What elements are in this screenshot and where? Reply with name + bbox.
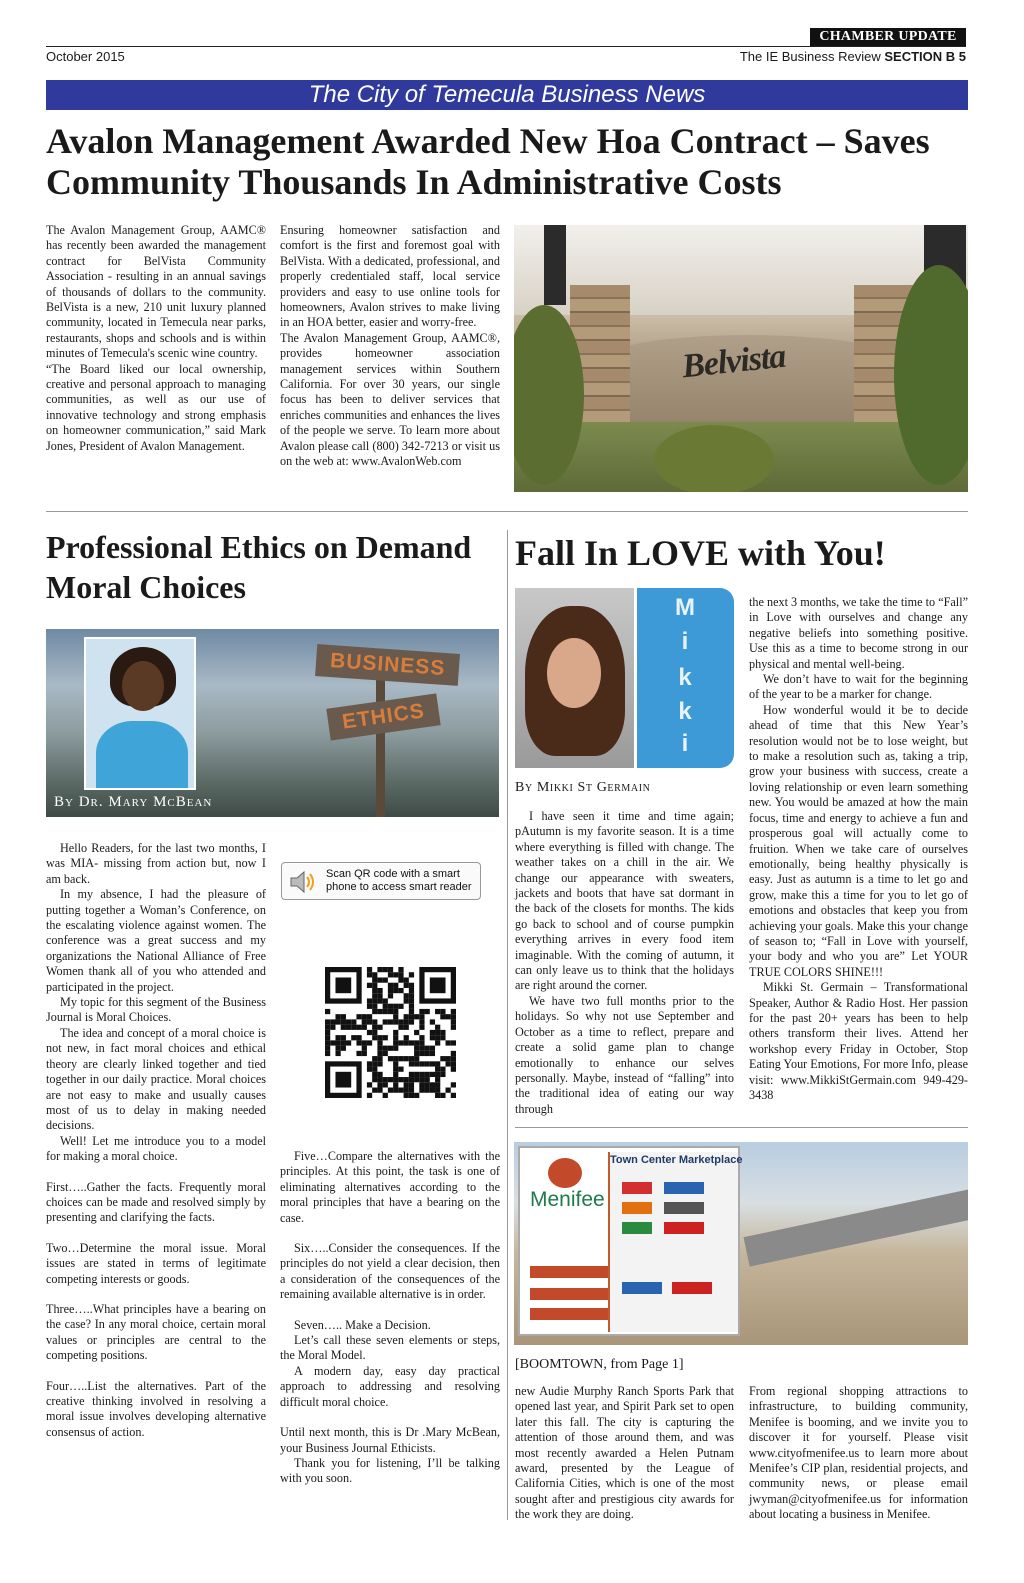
ethics-byline <box>54 794 212 811</box>
paragraph: Well! Let me introduce you to a model for making a moral choice. <box>46 1133 266 1164</box>
paragraph: new Audie Murphy Ranch Sports Park that opened last year, and Spirit Park set to open later this fall. The city is capturing the attention of those around them, and was most recently awarded a Helen Putnam award, presented by the League of California Cities, which is one of the most sought after and prestigious city awards for the work they are doing. <box>515 1384 734 1522</box>
paragraph: Four…..List the alternatives. Part of the creative thinking involved in resolving a moral issue involves developing alternative consensus of action. <box>46 1378 266 1439</box>
qr-code-icon[interactable] <box>325 967 456 1098</box>
paragraph: From regional shopping attractions to infrastructure, to building community, Menifee is booming, and we invite you to discover it for yourself. Please visit www.cityofmenifee.us to learn more about Menifee’s CIP plan, residential projects, and community news, or please email jwyman@cityofmenifee.us for information about locating a business in Menifee. <box>749 1384 968 1522</box>
section-divider <box>515 1127 968 1128</box>
band-letter: k <box>678 664 692 691</box>
love-column-1 <box>515 809 734 1117</box>
qr-instruction-text: Scan QR code with a smart phone to access smart reader <box>326 868 472 893</box>
ethics-column-2 <box>280 1149 500 1487</box>
publication-name: The IE Business Review <box>739 49 881 64</box>
byline-name: Mary McBean <box>108 794 213 810</box>
love-byline <box>515 780 650 796</box>
love-headline: Fall In LOVE with You! <box>515 533 886 573</box>
jump-line: [BOOMTOWN, from Page 1] <box>515 1357 684 1372</box>
ethics-headline: Professional Ethics on Demand Moral Choices <box>46 529 472 605</box>
paragraph: Mikki St. Germain – Transformational Speaker, Author & Radio Host. Her passion for the past 20+ years has been to help others transform their lives. Attend her workshop every Friday in October, Stop Eating Your Emotions, For more Info, please visit: www.MikkiStGermain.com 949-429-3438 <box>749 980 969 1102</box>
chamber-update-tag: CHAMBER UPDATE <box>810 28 966 46</box>
paragraph: the next 3 months, we take the time to “Fall” in Love with ourselves and change any negative beliefs into something positive. Use this as a time to become strong in our physical and mental well-being. <box>749 595 968 671</box>
byline-prefix: By <box>515 780 533 795</box>
band-letter: i <box>681 628 689 655</box>
paragraph: How wonderful would it be to decide ahead of time that this New Year’s resolution would not be to lose weight, but to make a resolution such as, taking a trip, grow your business with success, create a loving relationship or even learn something new. You would be amazed at how the main focus, time and energy to achieve a fun and prosperous goal will actually come to fruition. When we take care of ourselves emotionally, being healthy physically is easy. Just as autumn is a time to let go and grow, make this a time for you to let go of emotions and obstacles that keep you from achieving your goals. Make this your change of season to; “Fall in Love with yourself, your body and who you are” Let YOUR TRUE COLORS SHINE!!! <box>749 702 968 979</box>
column-divider <box>507 530 508 1520</box>
band-letter: k <box>678 698 692 725</box>
menifee-logo: Menifee <box>530 1188 605 1211</box>
paragraph: We have two full months prior to the holidays. So why not use September and October as a time to reflect, prepare and create a solid game plan to change emotionally to enhance our selves personally. Maybe, instead of “falling” into the traditional idea of eating our way through <box>515 993 734 1116</box>
speaker-icon <box>288 869 314 895</box>
avalon-column-2 <box>280 223 500 470</box>
paragraph: Let’s call these seven elements or steps, the Moral Model. <box>280 1333 500 1363</box>
paragraph: “The Board liked our local ownership, creative and personal approach to managing communities, as well as our use of innovative technology and strong emphasis on homeowner communication,” said Mark Jones, President of Avalon Management. <box>46 361 266 453</box>
paragraph: In my absence, I had the pleasure of putting together a Woman’s Conference, on the escalating violence against women. The conference was a great success and my organizations the National Alliance of Free Women thank all of you who attended and participated in the project. <box>46 887 266 994</box>
byline-prefix: By Dr. <box>54 794 104 810</box>
paragraph: Six…..Consider the consequences. If the principles do not yield a clear decision, then a consideration of the consequences of the remaining available alternative is in order. <box>280 1241 500 1302</box>
header-rule <box>46 46 966 47</box>
byline-name: Mikki St Germain <box>536 780 651 795</box>
section-divider <box>46 511 968 512</box>
paragraph: The Avalon Management Group, AAMC® has recently been awarded the management contract for BelVista Community Association - resulting in an annual savings of thousands of dollars to the community. BelVista is a new, 210 unit luxury planned community, located in Temecula near parks, restaurants, shops and schools and is within minutes of Temecula's scenic wine country. <box>46 223 266 361</box>
paragraph: First…..Gather the facts. Frequently moral choices can be made and resolved simply by presenting and clarifying the facts. <box>46 1179 266 1225</box>
menifee-town-center-photo <box>514 1142 968 1345</box>
board-title: Town Center Marketplace <box>610 1154 743 1166</box>
paragraph: Seven….. Make a Decision. <box>294 1317 431 1332</box>
business-ethics-photo <box>46 629 499 817</box>
paragraph: My topic for this segment of the Business Journal is Moral Choices. <box>46 995 266 1025</box>
paragraph: Thank you for listening, I’ll be talking with you soon. <box>280 1455 500 1486</box>
paragraph: The idea and concept of a moral choice is not new, in fact moral choices and ethical theory are clearly linked together and tied together in our daily practice. Moral choices are not easy to make and usually causes most of us to delay in making needed decisions. <box>46 1025 266 1133</box>
paragraph: Until next month, this is Dr .Mary McBean, your Business Journal Ethicists. <box>280 1425 500 1455</box>
band-letter: i <box>681 730 689 757</box>
belvista-sign-text: Belvista <box>680 337 788 386</box>
paragraph: We don’t have to wait for the beginning of the year to be a marker for change. <box>749 672 968 702</box>
qr-instruction-box <box>281 862 481 900</box>
section-label: SECTION B 5 <box>884 49 966 64</box>
paragraph: Two…Determine the moral issue. Moral issues are stated in terms of legitimate competing interests or goods. <box>46 1240 266 1286</box>
ethics-column-1 <box>46 841 266 1440</box>
avalon-column-1 <box>46 223 266 454</box>
paragraph: I have seen it time and time again; pAutumn is my favorite season. It is a time where everything is filled with change. The weather takes on a chill in the air. We change our appearance with sweaters, jackets and boots that have sat dormant in the back of the closets for months. The kids go back to school and of course pumpkin everything arrives in every food item imaginable. With the coming of autumn, it can only leave us to think that the holidays are right around the corner. <box>515 809 734 993</box>
issue-date: October 2015 <box>46 49 125 64</box>
paragraph: Hello Readers, for the last two months, I was MIA- missing from action but, now I am back. <box>46 841 266 886</box>
paragraph: Ensuring homeowner satisfaction and comfort is the first and foremost goal with BelVista. With a dedicated, professional, and properly credentialed staff, local service providers and easy to use online tools for homeowners, Avalon strives to make living in an HOA better, easier and worry-free. <box>280 223 500 330</box>
paragraph: Three…..What principles have a bearing on the case? In any moral choice, certain moral values or principles are central to the competing positions. <box>46 1301 266 1363</box>
paragraph: The Avalon Management Group, AAMC®, provides homeowner association management services within Southern California. For over 30 years, our single focus has been to deliver services that enriches communities and enhances the lives of the people we serve. To learn more about Avalon please call (800) 342-7213 or visit us on the web at: www.AvalonWeb.com <box>280 330 500 469</box>
band-letter: M <box>675 594 695 621</box>
boomtown-column-1 <box>515 1384 734 1523</box>
section-banner: The City of Temecula Business News <box>46 80 968 110</box>
publication-line <box>740 49 966 64</box>
avalon-headline: Avalon Management Awarded New Hoa Contract – Saves Community Thousands In Administrative Costs <box>46 121 930 202</box>
paragraph: Five…Compare the alternatives with the principles. At this point, the task is one of eliminating alternatives according to the moral principles that have a bearing on the case. <box>280 1149 500 1225</box>
love-column-2 <box>749 595 968 1103</box>
business-sign: BUSINESS <box>315 644 460 686</box>
author-portrait <box>84 637 196 790</box>
paragraph: A modern day, easy day practical approach to addressing and resolving difficult moral choice. <box>280 1363 500 1409</box>
boomtown-column-2 <box>749 1384 968 1523</box>
ethics-sign: ETHICS <box>326 693 440 740</box>
mikki-photo <box>515 588 734 768</box>
belvista-sign-photo <box>514 225 968 492</box>
